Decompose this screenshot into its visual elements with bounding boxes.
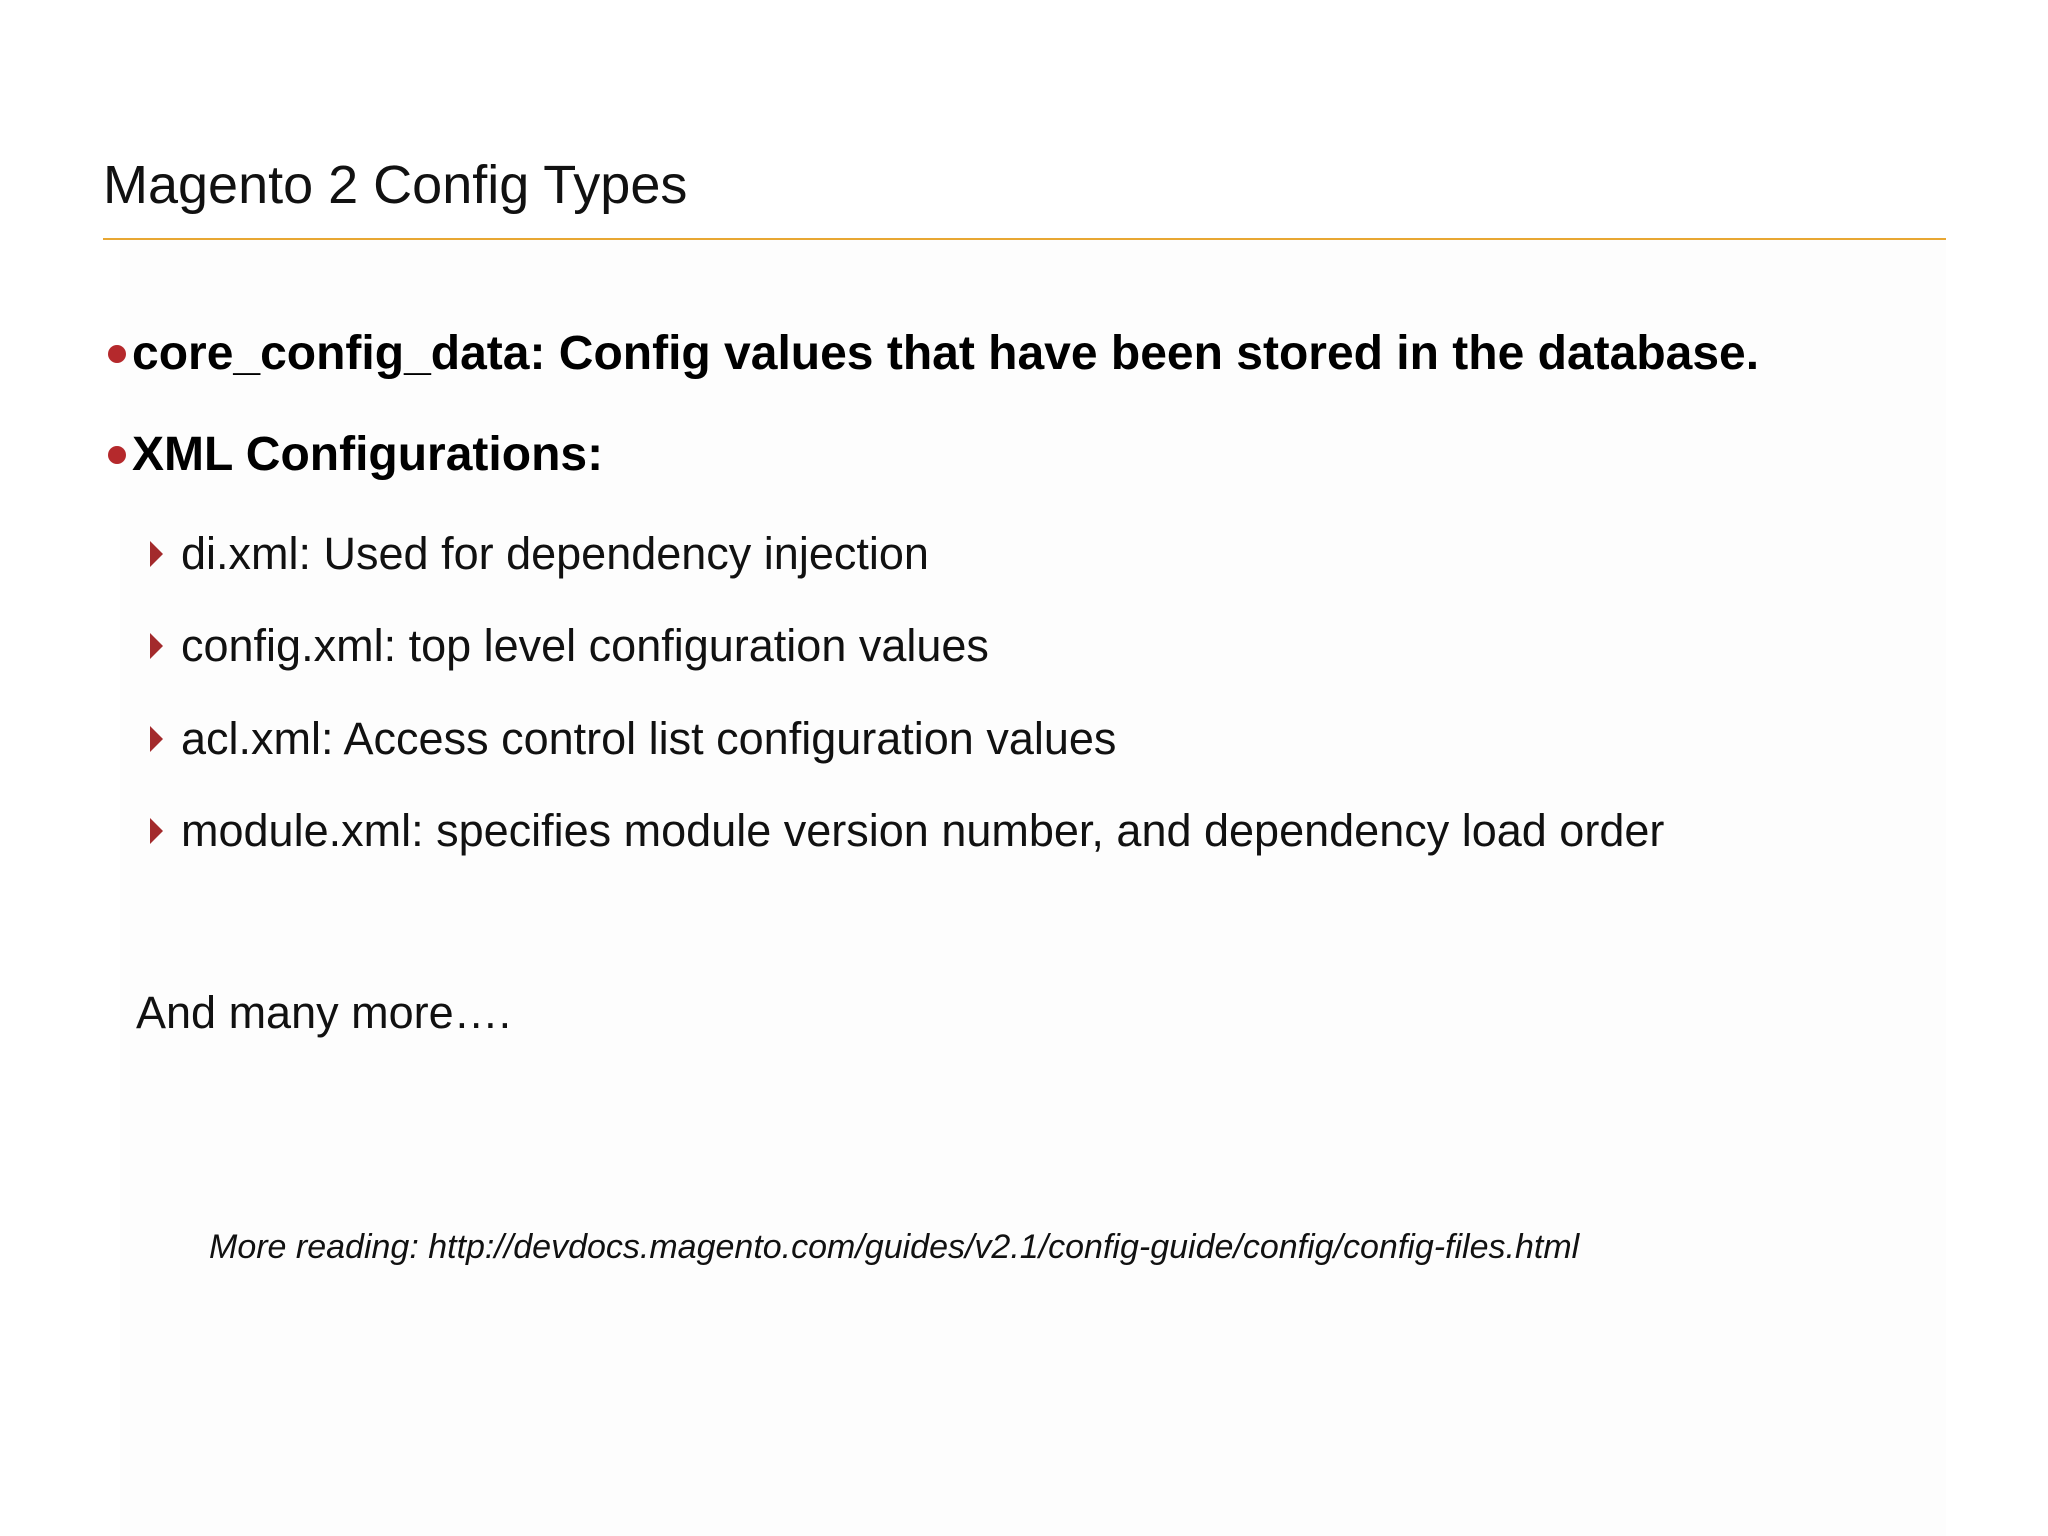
sub-bullet-acl-xml (150, 713, 1117, 764)
sub-bullet-config-xml (150, 620, 989, 671)
triangle-right-icon (150, 633, 163, 659)
bullet-text: core_config_data: Config values that have been stored in the database. (132, 327, 1760, 380)
sub-bullet-text: di.xml: Used for dependency injection (181, 528, 929, 579)
sub-bullet-di-xml (150, 528, 929, 579)
triangle-right-icon (150, 818, 163, 844)
sub-bullet-text: config.xml: top level configuration values (181, 620, 989, 671)
and-many-more-text: And many more…. (136, 987, 512, 1038)
slide-title: Magento 2 Config Types (103, 155, 688, 215)
more-reading-note: More reading: http://devdocs.magento.com/guides/v2.1/config-guide/config/config-files.html (209, 1228, 1580, 1266)
bullet-text: XML Configurations: (132, 428, 604, 481)
sub-bullet-text: acl.xml: Access control list configuration values (181, 713, 1117, 764)
title-divider (103, 238, 1946, 240)
bullet-dot-icon (108, 446, 126, 464)
bullet-core-config-data (108, 327, 1760, 380)
triangle-right-icon (150, 726, 163, 752)
bullet-dot-icon (108, 345, 126, 363)
triangle-right-icon (150, 541, 163, 567)
bullet-xml-configurations (108, 428, 604, 481)
sub-bullet-text: module.xml: specifies module version number, and dependency load order (181, 805, 1665, 856)
sub-bullet-module-xml (150, 805, 1665, 856)
